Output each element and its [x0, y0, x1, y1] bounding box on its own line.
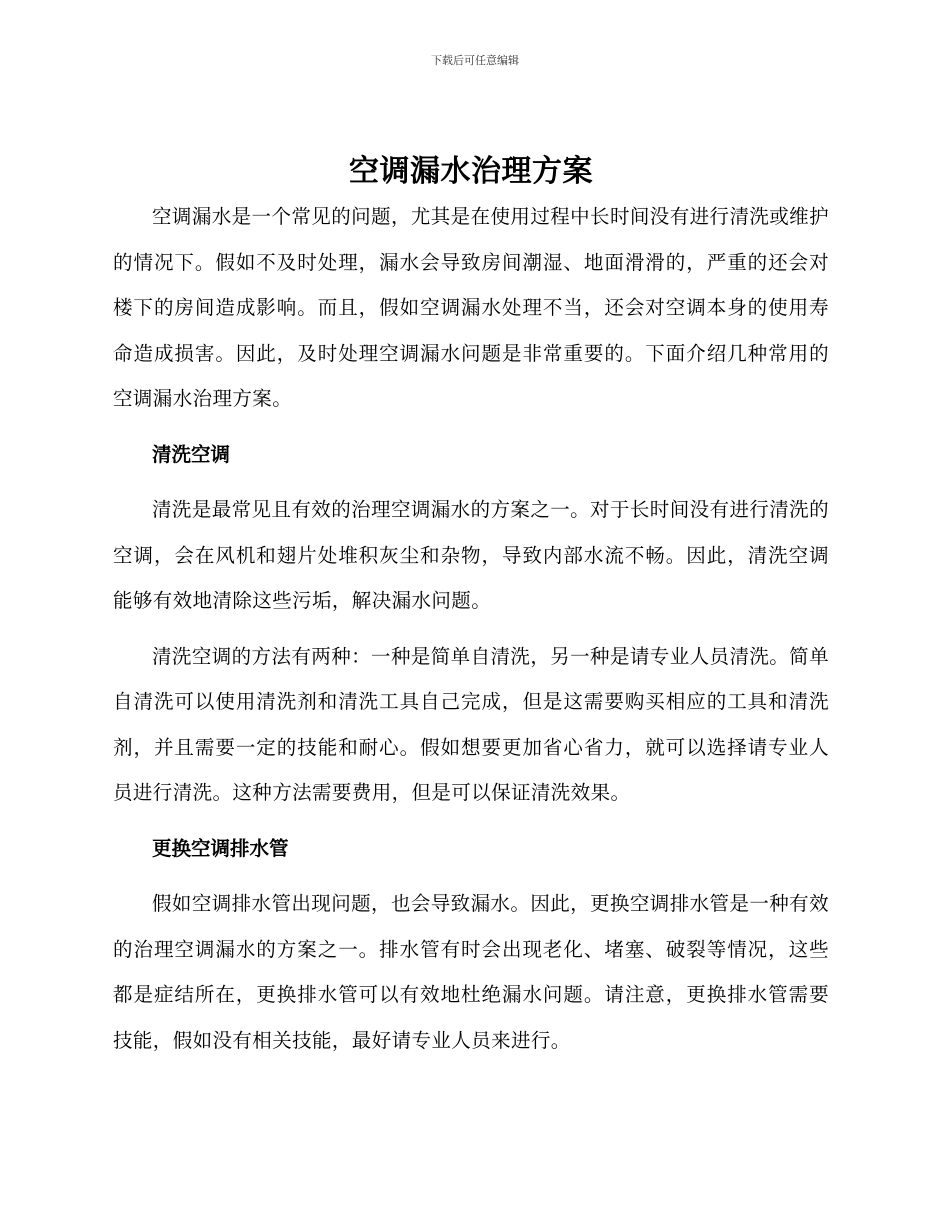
section-paragraph: 假如空调排水管出现问题，也会导致漏水。因此，更换空调排水管是一种有效的治理空调漏水的方案之一。排水管有时会出现老化、堵塞、破裂等情况，这些都是症结所在，更换排水管可以有效地杜绝漏水问题。请注意，更换排水管需要技能，假如没有相关技能，最好请专业人员来进行。 [113, 892, 829, 1052]
spacer [113, 477, 829, 487]
section-paragraph: 清洗空调的方法有两种：一种是简单自清洗，另一种是请专业人员清洗。简单自清洗可以使用清洗剂和清洗工具自己完成，但是这需要购买相应的工具和清洗剂，并且需要一定的技能和耐心。假如想要更加省心省力，就可以选择请专业人员进行清洗。这种方法需要费用，但是可以保证清洗效果。 [113, 644, 829, 804]
spacer [113, 624, 829, 634]
document-body [113, 150, 829, 1063]
document-title: 空调漏水治理方案 [349, 154, 593, 189]
section-paragraph: 清洗是最常见且有效的治理空调漏水的方案之一。对于长时间没有进行清洗的空调，会在风机和翅片处堆积灰尘和杂物，导致内部水流不畅。因此，清洗空调能够有效地清除这些污垢，解决漏水问题。 [113, 498, 829, 612]
spacer [113, 422, 829, 432]
spacer [113, 816, 829, 826]
intro-paragraph: 空调漏水是一个常见的问题，尤其是在使用过程中长时间没有进行清洗或维护的情况下。假如不及时处理，漏水会导致房间潮湿、地面滑滑的，严重的还会对楼下的房间造成影响。而且，假如空调漏水处理不当，还会对空调本身的使用寿命造成损害。因此，及时处理空调漏水问题是非常重要的。下面介绍几种常用的空调漏水治理方案。 [113, 205, 829, 410]
section-heading-drain-pipe: 更换空调排水管 [152, 836, 289, 860]
page-header-note: 下载后可任意编辑 [431, 54, 519, 67]
section-heading-cleaning: 清洗空调 [152, 442, 231, 466]
spacer [113, 871, 829, 881]
